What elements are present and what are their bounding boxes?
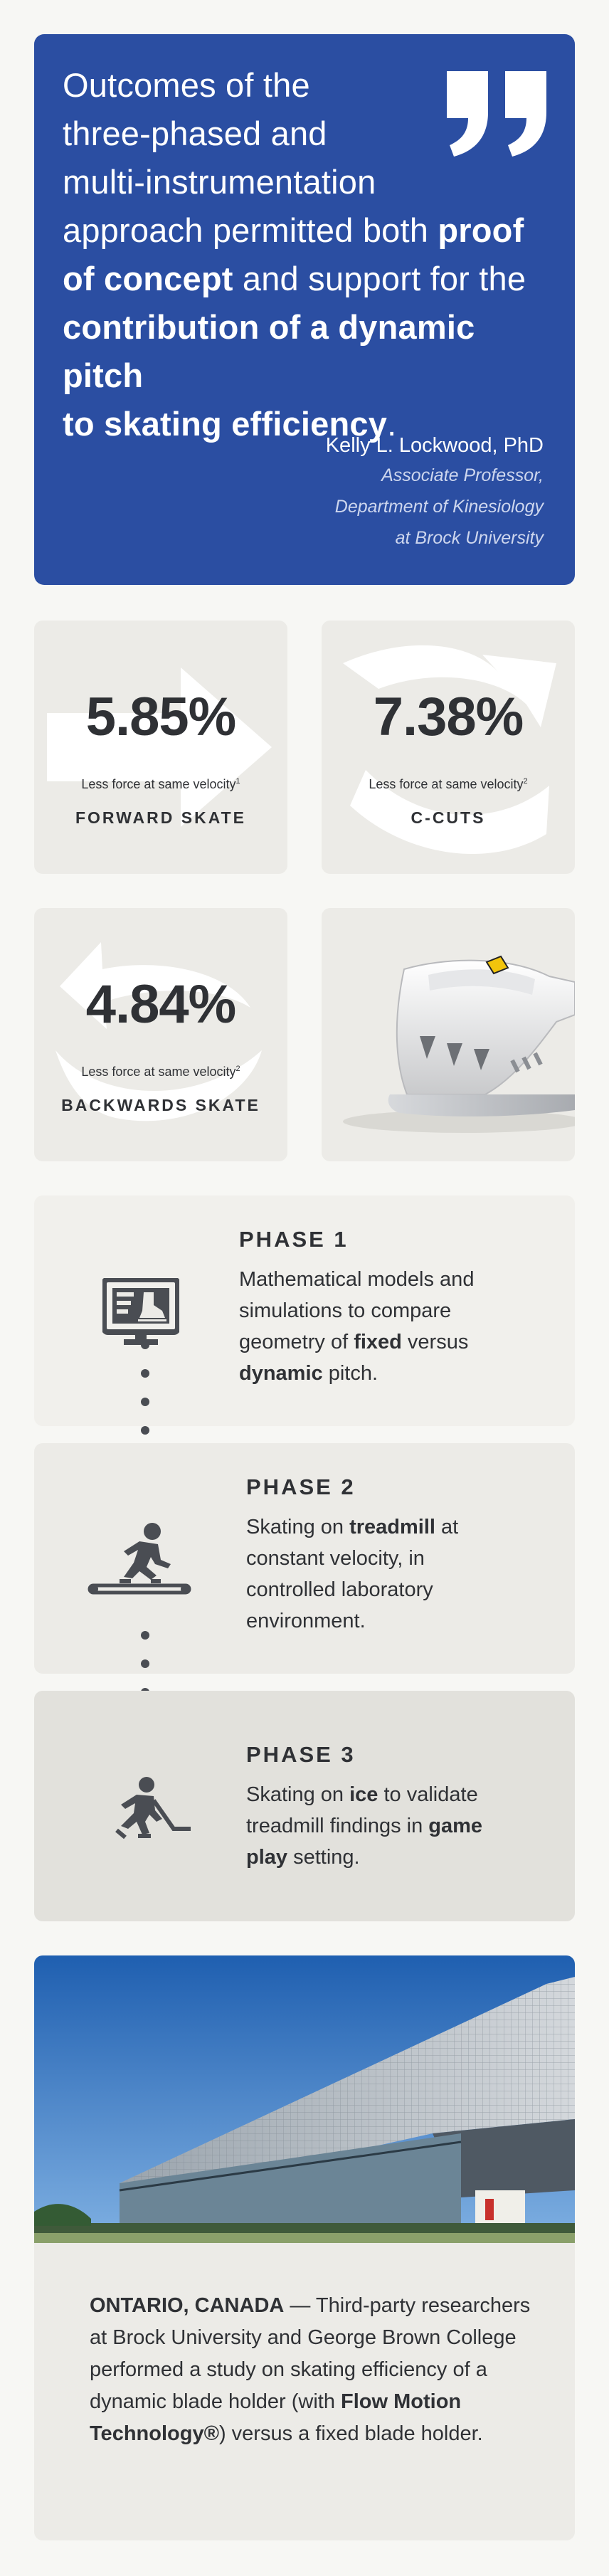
stat-label: C-CUTS xyxy=(411,808,486,827)
building-photo xyxy=(34,1955,575,2243)
quote-attribution xyxy=(326,431,544,554)
phase-description: Mathematical models and simulations to compare geometry of fixed versus dynamic pitch. xyxy=(239,1268,475,1385)
stat-value: 4.84% xyxy=(85,974,236,1035)
blade-holder-illustration xyxy=(322,908,575,1161)
treadmill-skater-icon xyxy=(87,1521,192,1595)
author-department: Department of Kinesiology xyxy=(334,497,544,517)
stat-note: Less force at same velocity$^1$ xyxy=(81,777,240,791)
stat-forward-skate xyxy=(34,621,287,874)
monitor-skate-icon xyxy=(102,1278,179,1346)
stat-note: Less force at same velocity$^2$ xyxy=(81,1065,240,1079)
stat-label: BACKWARDS SKATE xyxy=(61,1096,260,1114)
stat-label: FORWARD SKATE xyxy=(75,808,247,827)
hockey-player-icon xyxy=(100,1776,194,1842)
stat-value: 5.85% xyxy=(85,687,236,747)
stat-backwards-skate xyxy=(34,908,287,1161)
phase-2-card xyxy=(34,1443,575,1674)
author-institution: at Brock University xyxy=(395,528,544,548)
phase-title: PHASE 1 xyxy=(239,1227,349,1252)
stat-note: Less force at same velocity$^2$ xyxy=(369,777,528,791)
quote-card xyxy=(34,34,575,585)
stat-c-cuts xyxy=(322,621,575,874)
author-name: Kelly L. Lockwood, PhD xyxy=(325,434,544,457)
stat-value: 7.38% xyxy=(373,687,524,747)
phase-title: PHASE 3 xyxy=(246,1742,356,1767)
phase-description: Skating on treadmill at constant velocity, in controlled laboratory environment. xyxy=(246,1516,459,1632)
phase-3-card xyxy=(34,1691,575,1921)
quote-text: Outcomes of the three-phased and multi-instrumentation approach permitted both proof of concept and support for the contribution of a dynamic pitch to skating efficiency. xyxy=(63,66,526,443)
study-card xyxy=(34,1955,575,2540)
phase-description: Skating on ice to validate treadmill findings in game play setting. xyxy=(246,1783,483,1869)
study-description: ONTARIO, CANADA — Third-party researchers at Brock University and George Brown College performed a study on skating efficiency of a dynamic blade holder (with Flow Motion Technology®) versus a fixed blade holder. xyxy=(90,2294,531,2445)
phase-title: PHASE 2 xyxy=(246,1474,356,1499)
blade-holder-image xyxy=(322,908,575,1161)
phase-1-card xyxy=(34,1195,575,1426)
author-title: Associate Professor, xyxy=(381,465,544,485)
